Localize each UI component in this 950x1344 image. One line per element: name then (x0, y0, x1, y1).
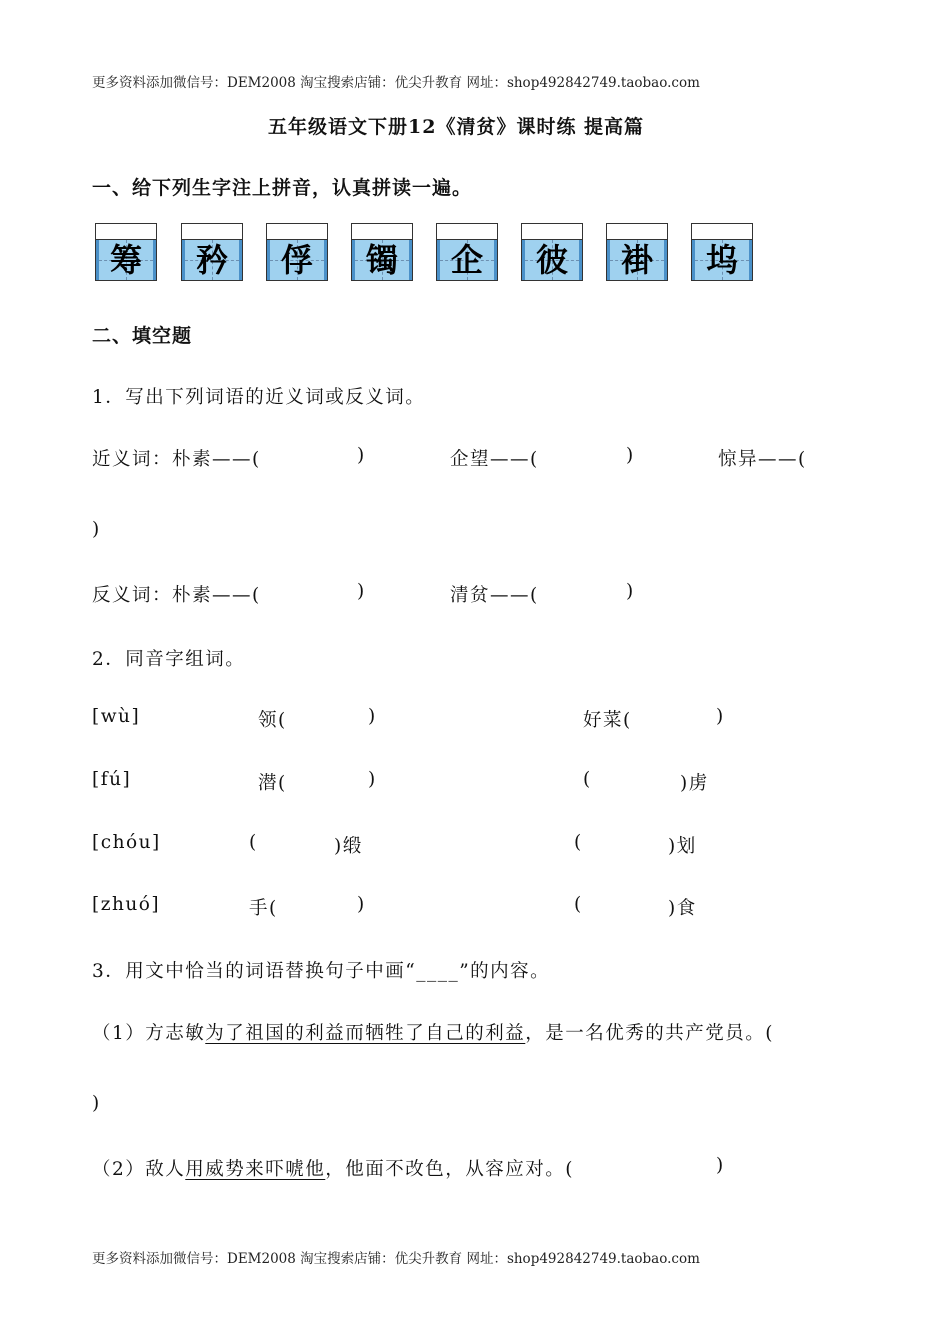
word-b: 好菜( (583, 710, 632, 731)
syn-close-1: ) (357, 445, 366, 466)
word-a: ( (249, 832, 258, 853)
word-a-end: ) (368, 706, 377, 727)
word-a-end: )缎 (334, 836, 363, 857)
word-a: 手( (249, 898, 278, 919)
s1-underlined: 为了祖国的利益而牺牲了自己的利益 (205, 1023, 526, 1044)
pinyin-slot[interactable] (692, 224, 752, 240)
pinyin-slot[interactable] (352, 224, 412, 240)
syn-label: 近义词：朴素——( (92, 449, 261, 470)
ant-label: 反义词：朴素——( (92, 585, 261, 606)
character-grid (95, 223, 765, 285)
word-b-end: ) (716, 706, 725, 727)
q3-sentence-1 (92, 1019, 774, 1045)
ant-close-2: ) (626, 581, 635, 602)
word-a: 潜( (258, 773, 287, 794)
syn-close-2: ) (626, 445, 635, 466)
word-a-end: ) (368, 769, 377, 790)
pinyin-slot[interactable] (96, 224, 156, 240)
word-b-end: )划 (668, 836, 697, 857)
char: 镯 (365, 241, 398, 279)
pinyin-label: [chóu] (92, 832, 161, 853)
word-a: 领( (258, 710, 287, 731)
s1-close: ) (92, 1093, 101, 1114)
char-box (436, 223, 498, 281)
word-b: ( (583, 769, 592, 790)
s2-suffix: ，他面不改色，从容应对。( (325, 1159, 575, 1180)
char-box (691, 223, 753, 281)
word-b: ( (574, 832, 583, 853)
char-box (351, 223, 413, 281)
char-box (266, 223, 328, 281)
char: 筹 (109, 241, 142, 279)
s2-prefix: （2）敌人 (92, 1159, 186, 1180)
section-2-heading: 二、填空题 (92, 325, 193, 347)
syn-item-3: 惊异——( (718, 449, 807, 470)
char: 褂 (620, 241, 653, 279)
s1-prefix: （1）方志敏 (92, 1023, 206, 1044)
char: 矜 (195, 241, 228, 279)
page-footer: 更多资料添加微信号：DEM2008 淘宝搜索店铺：优尖升教育 网址：shop492842749.taobao.com (92, 1251, 700, 1267)
char-box (95, 223, 157, 281)
page-title: 五年级语文下册12《清贫》课时练 提高篇 (268, 116, 645, 138)
q2-prompt: 2．同音字组词。 (92, 649, 246, 670)
s2-underlined: 用威势来吓唬他 (185, 1159, 326, 1180)
ant-close-1: ) (357, 581, 366, 602)
word-a-end: ) (357, 894, 366, 915)
word-b: ( (574, 894, 583, 915)
s1-suffix: ，是一名优秀的共产党员。( (525, 1023, 775, 1044)
syn-item-2: 企望——( (450, 449, 539, 470)
s2-close: ) (716, 1155, 725, 1176)
pinyin-slot[interactable] (267, 224, 327, 240)
pinyin-slot[interactable] (437, 224, 497, 240)
char-box (606, 223, 668, 281)
char: 企 (450, 241, 483, 279)
pinyin-label: [fú] (92, 769, 132, 790)
pinyin-slot[interactable] (182, 224, 242, 240)
char: 俘 (280, 241, 313, 279)
char-box (521, 223, 583, 281)
char: 彼 (535, 241, 568, 279)
q3-sentence-2 (92, 1155, 574, 1181)
char: 坞 (705, 241, 738, 279)
char-box (181, 223, 243, 281)
page-header: 更多资料添加微信号：DEM2008 淘宝搜索店铺：优尖升教育 网址：shop492842749.taobao.com (92, 75, 700, 91)
pinyin-slot[interactable] (607, 224, 667, 240)
syn-close-3: ) (92, 519, 101, 540)
word-b-end: )虏 (680, 773, 709, 794)
pinyin-slot[interactable] (522, 224, 582, 240)
pinyin-label: [zhuó] (92, 894, 161, 915)
ant-item-2: 清贫——( (450, 585, 539, 606)
section-1-heading: 一、给下列生字注上拼音，认真拼读一遍。 (92, 177, 473, 199)
q3-prompt: 3．用文中恰当的词语替换句子中画“____”的内容。 (92, 961, 551, 982)
pinyin-label: [wù] (92, 706, 141, 727)
word-b-end: )食 (668, 898, 697, 919)
q1-prompt: 1．写出下列词语的近义词或反义词。 (92, 387, 426, 408)
